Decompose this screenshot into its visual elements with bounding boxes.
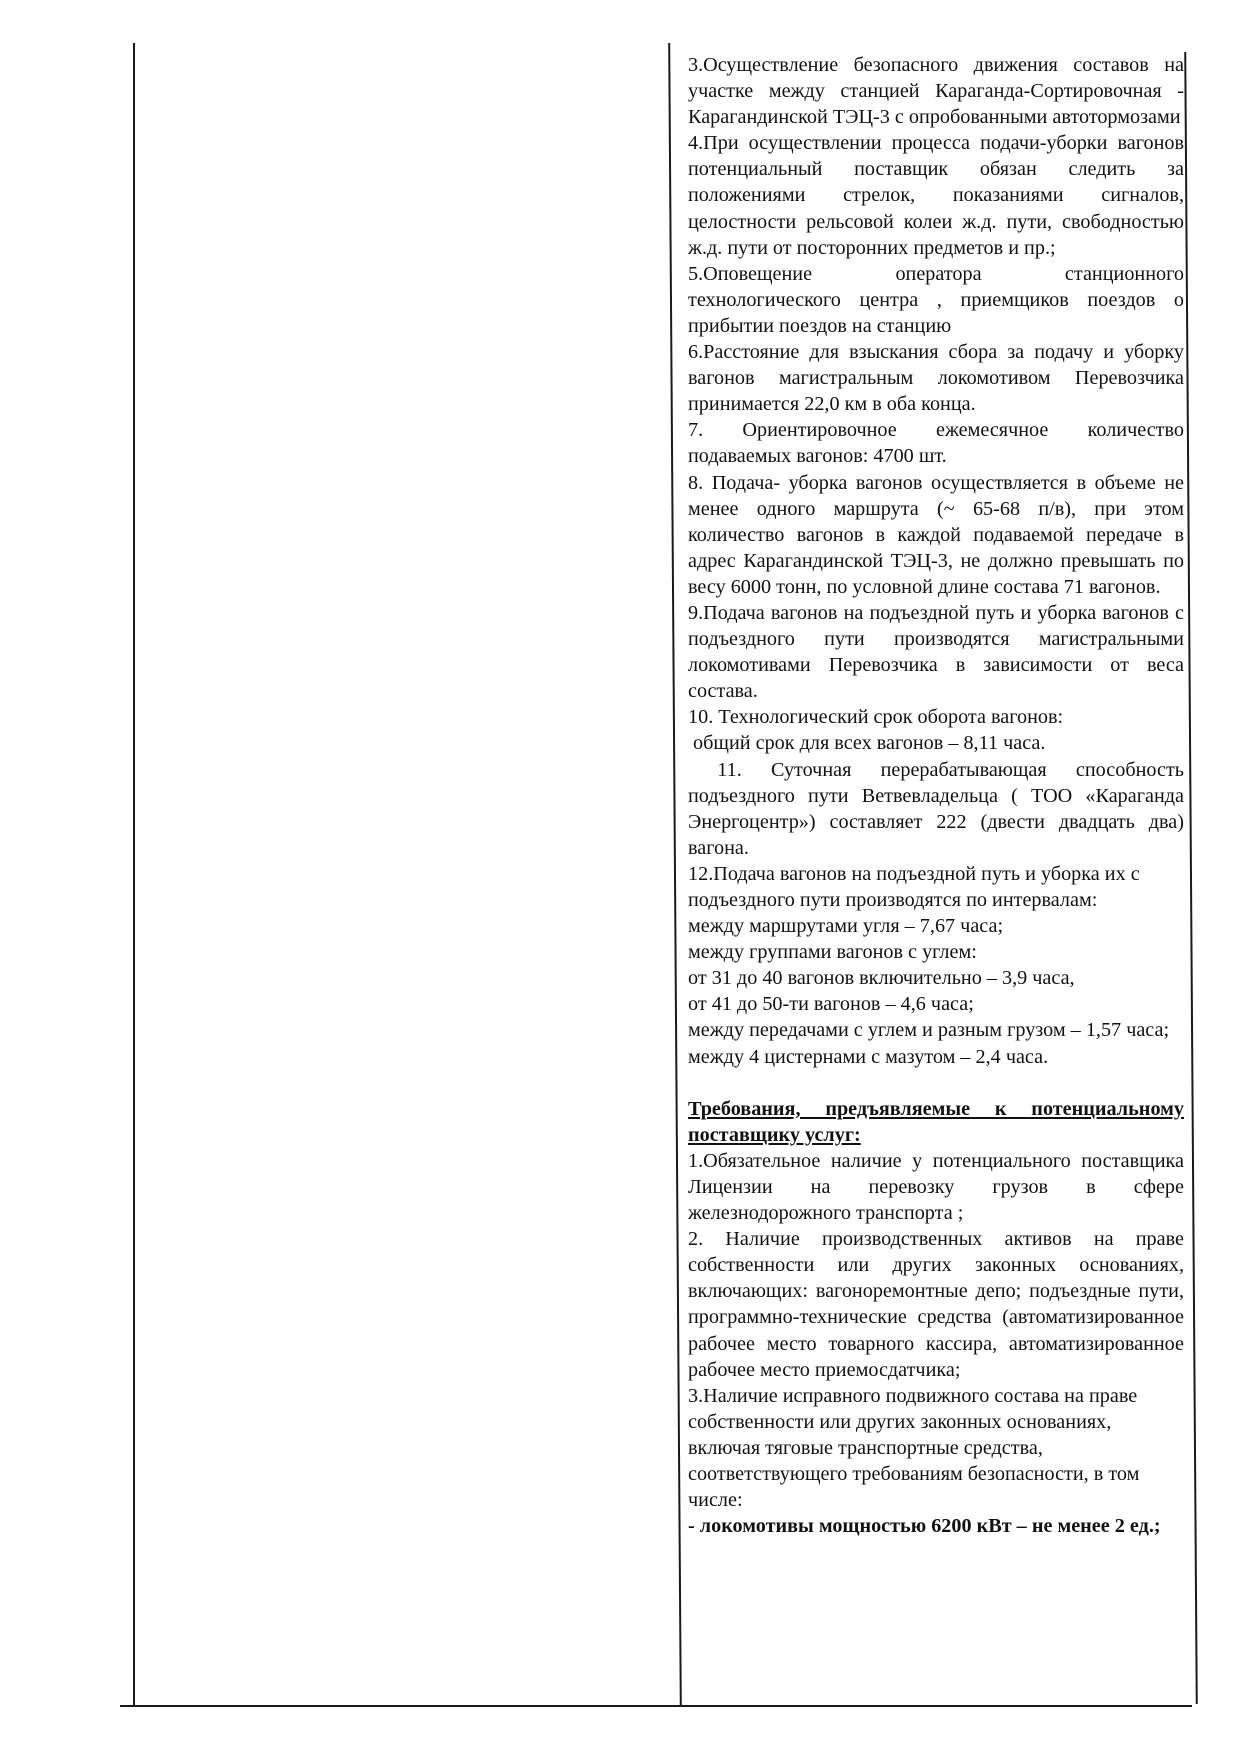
table-border-bottom: [120, 1705, 1192, 1707]
requirement-3-rolling-stock: 3.Наличие исправного подвижного состава на праве собственности или других законных основаниях, включая тяговые транспортные средства, соответствующего требованиям безопасности, в том числе:: [688, 1384, 1140, 1512]
item-4-supply-removal-duties: 4.При осуществлении процесса подачи-уборки вагонов потенциальный поставщик обязан следить за положениями стрелок, показаниями сигналов, целостности рельсовой колеи ж.д. пути, свободностью ж.д. пути от посторонних предметов и пр.;: [688, 132, 1184, 259]
interval-mixed-cargo: между передачами с углем и разным грузом – 1,57 часа;: [688, 1019, 1170, 1042]
item-5-notification: 5.Оповещение оператора станционного технологического центра , приемщиков поездов о прибытии поездов на станцию: [688, 262, 1184, 337]
requirement-2-assets: 2. Наличие производственных активов на праве собственности или других законных основаниях, включающих: вагоноремонтные депо; подъездные пути, программно-технические средства (автоматизированное рабочее место товарного кассира, автоматизированное рабочее место приемосдатчика;: [688, 1228, 1184, 1381]
item-10-total-time: общий срок для всех вагонов – 8,11 часа.: [688, 732, 1046, 755]
item-7-monthly-wagons: 7. Ориентировочное ежемесячное количество подаваемых вагонов: 4700 шт.: [688, 419, 1184, 468]
item-11-capacity: 11. Суточная перерабатывающая способность подъездного пути Ветвевладельца ( ТОО «Караганда Энергоцентр») составляет 222 (двести двадцать два) вагона.: [688, 758, 1190, 859]
item-12-intervals: 12.Подача вагонов на подъездной путь и уборка их с подъездного пути производятся по интервалам:: [688, 862, 1140, 911]
requirement-locomotives: - локомотивы мощностью 6200 кВт – не менее 2 ед.;: [688, 1515, 1161, 1538]
left-table-cell: [135, 43, 673, 1705]
item-10-turnover: 10. Технологический срок оборота вагонов:: [688, 706, 1064, 729]
interval-fuel-oil-tanks: между 4 цистернами с мазутом – 2,4 часа.: [688, 1045, 1049, 1068]
table-border-right: [1184, 52, 1198, 1704]
spacer: [688, 1070, 1184, 1096]
interval-coal-routes: между маршрутами угля – 7,67 часа;: [688, 915, 1004, 938]
interval-41-50: от 41 до 50-ти вагонов – 4,6 часа;: [688, 993, 974, 1016]
requirements-heading: Требования, предъявляемые к потенциальному поставщику услуг:: [688, 1097, 1184, 1146]
item-9-locomotives: 9.Подача вагонов на подъездной путь и уборка вагонов с подъездного пути производятся магистральными локомотивами Перевозчика в зависимости от веса состава.: [688, 601, 1184, 703]
item-8-volume: 8. Подача- уборка вагонов осуществляется в объеме не менее одного маршрута (~ 65-68 п/в), при этом количество вагонов в каждой подаваемой передаче в адрес Карагандинской ТЭЦ-3, не должно превышать по весу 6000 тонн, по условной длине состава 71 вагонов.: [688, 471, 1184, 598]
interval-coal-groups: между группами вагонов с углем:: [688, 941, 977, 964]
requirement-1-license: 1.Обязательное наличие у потенциального поставщика Лицензии на перевозку грузов в сфере железнодорожного транспорта ;: [688, 1149, 1184, 1225]
item-6-distance: 6.Расстояние для взыскания сбора за подачу и уборку вагонов магистральным локомотивом Перевозчика принимается 22,0 км в оба конца.: [688, 341, 1184, 416]
item-3-safe-movement: 3.Осуществление безопасного движения составов на участке между станцией Караганда-Сортировочная - Карагандинской ТЭЦ-3 с опробованными автотормозами: [688, 54, 1184, 129]
interval-31-40: от 31 до 40 вагонов включительно – 3,9 часа,: [688, 967, 1075, 990]
right-table-cell: [688, 52, 1190, 1539]
